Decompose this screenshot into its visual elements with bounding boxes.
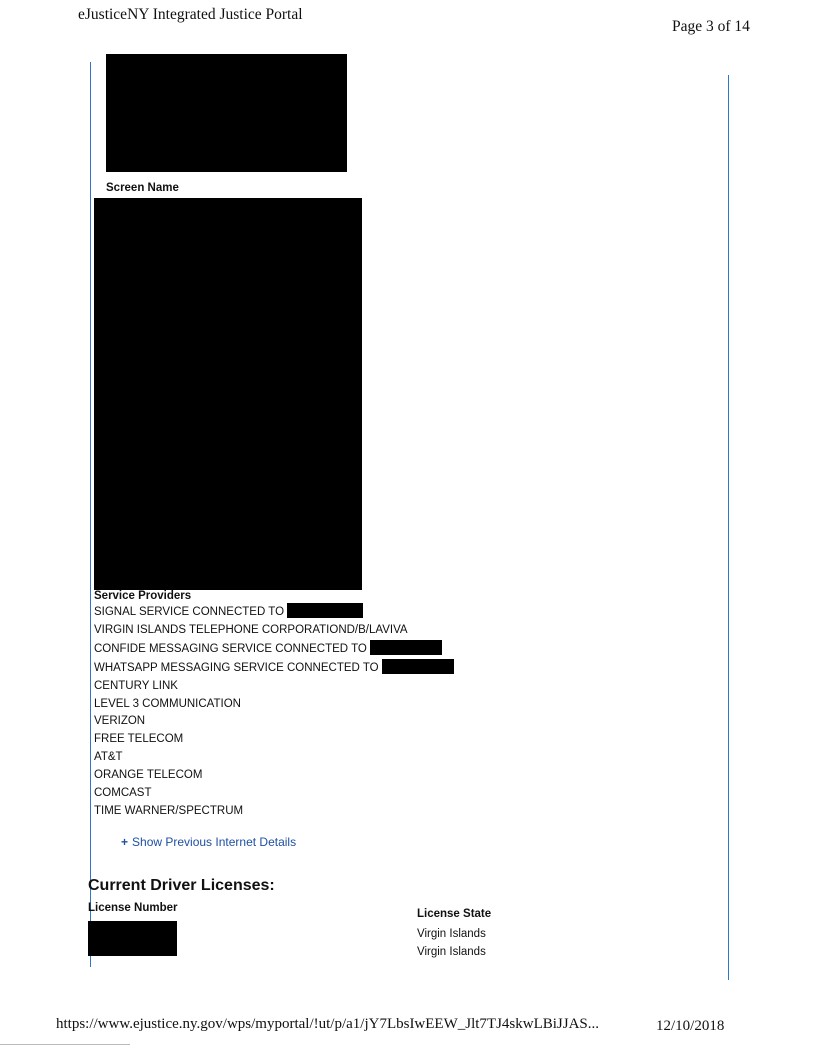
license-state-header: License State [417,908,492,920]
list-item: ORANGE TELECOM [94,769,203,782]
screen-name-label: Screen Name [106,182,179,194]
list-item: AT&T [94,751,123,764]
list-item: VERIZON [94,715,146,728]
redacted-screen-names [94,198,362,590]
footer-url: https://www.ejustice.ny.gov/wps/myportal/!ut/p/a1/jY7LbsIwEEW_Jlt7TJ4skwLBiJJAS... [56,1016,600,1032]
driver-licenses-title: Current Driver Licenses: [88,877,275,894]
plus-icon: + [121,835,129,849]
license-number-header: License Number [88,902,178,914]
service-providers-heading: Service Providers [94,590,192,602]
list-item: FREE TELECOM [94,733,184,746]
list-item: CONFIDE MESSAGING SERVICE CONNECTED TO [94,640,454,659]
portal-title: eJusticeNY Integrated Justice Portal [78,6,303,23]
right-border-line [728,75,729,980]
service-providers-list [94,603,454,821]
list-item: COMCAST [94,787,152,800]
footer-divider [0,1044,130,1045]
license-state-value: Virgin Islands [417,928,486,940]
redacted-photo [106,54,347,172]
list-item: CENTURY LINK [94,679,178,692]
page-number: Page 3 of 14 [672,18,750,35]
footer-date: 12/10/2018 [656,1018,725,1034]
list-item: VIRGIN ISLANDS TELEPHONE CORPORATIOND/B/LAVIVA [94,623,408,636]
list-item: LEVEL 3 COMMUNICATION [94,697,241,710]
show-previous-label: Show Previous Internet Details [132,835,297,849]
list-item: SIGNAL SERVICE CONNECTED TO [94,603,454,622]
list-item: TIME WARNER/SPECTRUM [94,804,244,817]
service-providers-section [94,590,454,821]
redacted-text [382,659,454,674]
license-state-values [417,925,486,961]
redacted-text [370,640,442,655]
redacted-license-number [88,921,177,956]
left-border-line [90,62,91,967]
show-previous-internet-details-link[interactable] [121,835,296,849]
license-state-value: Virgin Islands [417,946,486,958]
redacted-text [287,603,363,618]
list-item: WHATSAPP MESSAGING SERVICE CONNECTED TO [94,659,454,678]
